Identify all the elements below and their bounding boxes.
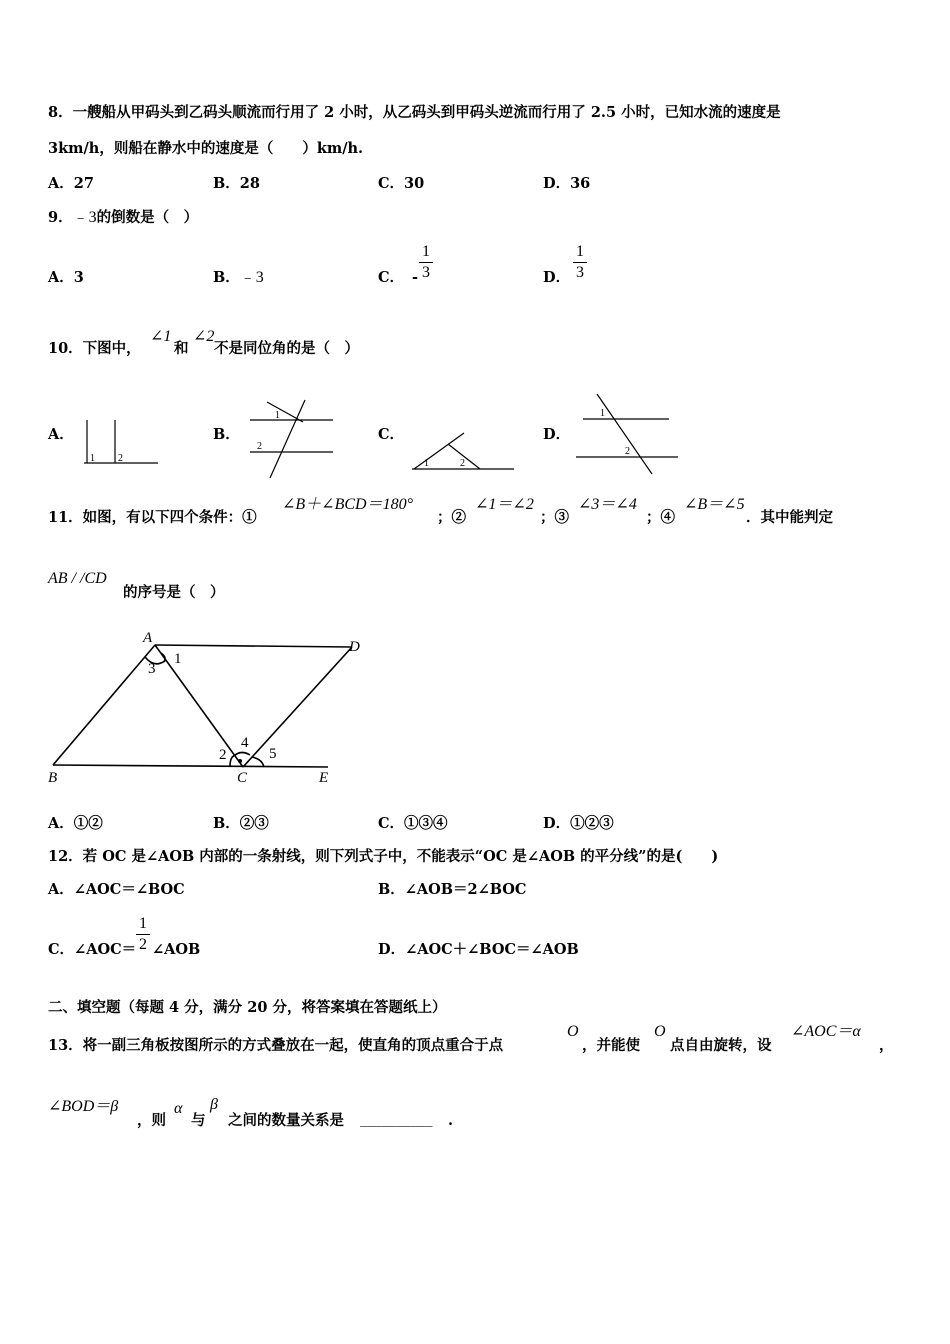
q10-option-d: D．	[543, 426, 571, 443]
angle-label-1: 1	[424, 458, 429, 469]
angle-label-4: 4	[241, 735, 249, 751]
q11-condition-1: ∠B＋∠BCD＝180°	[282, 496, 413, 513]
point-label-a: A	[143, 630, 153, 646]
q11-sep-4: ；④	[646, 509, 675, 526]
q9-option-d: D．	[543, 269, 571, 286]
q11-condition-4: ∠B＝∠5	[684, 496, 745, 513]
fraction-numerator: 1	[422, 243, 430, 260]
q11-option-c: C．①③④	[378, 815, 448, 832]
q11-figure	[40, 625, 370, 790]
q9-option-b-value: ﹣3	[239, 269, 264, 286]
q10-figure-d	[573, 390, 681, 478]
q8-option-a: A．27	[48, 175, 94, 192]
q13-point-o-1: O	[567, 1023, 579, 1040]
angle-label-2: 2	[625, 446, 630, 457]
q9-option-c-fraction	[419, 243, 433, 282]
q10-option-c: C．	[378, 426, 405, 443]
q13-comma: ，	[879, 1037, 894, 1054]
q11-option-a: A．①②	[48, 815, 103, 832]
q13-point-o-2: O	[654, 1023, 666, 1040]
q9-option-a-label: A．	[48, 269, 74, 286]
q8-option-b: B．28	[213, 175, 260, 192]
q9-option-b-label: B．	[213, 269, 240, 286]
point-label-d: D	[349, 639, 360, 655]
angle-label-3: 3	[148, 661, 156, 677]
angle-label-2: 2	[118, 453, 123, 464]
q13-alpha: α	[174, 1100, 183, 1117]
q9-math: ﹣3	[72, 209, 97, 226]
q10-option-a: A．	[48, 426, 74, 443]
q11-suffix: ．其中能判定	[746, 509, 833, 526]
q13-beta: β	[210, 1096, 218, 1113]
q8-line2: 3km/h，则船在静水中的速度是（ ）km/h.	[48, 140, 364, 157]
q12-option-b: B．∠AOB＝2∠BOC	[378, 881, 527, 898]
q9-option-c	[378, 269, 418, 287]
q13-end: .	[448, 1112, 454, 1129]
q13-yu: 与	[191, 1112, 206, 1129]
point-label-b: B	[48, 770, 58, 786]
angle-label-1: 1	[600, 408, 605, 419]
q9-option-c-sign: -	[412, 269, 419, 286]
q10-and: 和	[174, 340, 189, 357]
section-title: 二、填空题（每题 4 分，满分 20 分，将答案填在答题纸上）	[48, 999, 447, 1016]
q11-sep-2: ；②	[437, 509, 466, 526]
angle-label-1: 1	[90, 453, 95, 464]
q9-option-a-value: 3	[73, 269, 84, 286]
point-label-c: C	[237, 770, 248, 786]
q11-sep-3: ；③	[540, 509, 569, 526]
q9-option-a	[48, 269, 84, 287]
angle-label-5: 5	[269, 746, 277, 762]
q11-condition-3: ∠3＝∠4	[578, 496, 637, 513]
angle-label-1: 1	[174, 651, 182, 667]
q13-mid3: ，则	[137, 1112, 166, 1129]
q13-mid2: 点自由旋转，设	[670, 1037, 772, 1054]
fraction-denominator: 3	[576, 264, 584, 281]
q10-option-b: B．	[213, 426, 240, 443]
q9-option-b	[213, 269, 264, 287]
q12-stem: 12．若 OC 是∠AOB 内部的一条射线，则下列式子中，不能表示“OC 是∠AOB 的平分线”的是( )	[48, 848, 719, 865]
q13-mid1: ，并能使	[582, 1037, 640, 1054]
q11-line2: 的序号是（ ）	[123, 584, 225, 601]
fraction-numerator: 1	[576, 243, 584, 260]
q9-option-c-label: C．	[378, 269, 405, 286]
q11-parallel: AB / /CD	[48, 570, 107, 587]
q12-option-c-fraction	[136, 915, 150, 954]
fraction-denominator: 3	[422, 264, 430, 281]
q9-suffix: 的倒数是（ ）	[96, 209, 199, 226]
q10-prefix: 10．下图中，	[48, 340, 141, 357]
q10-figure-b	[245, 392, 335, 480]
q11-option-d: D．①②③	[543, 815, 614, 832]
fraction-denominator: 2	[139, 936, 147, 953]
q13-suffix: 之间的数量关系是	[228, 1112, 344, 1129]
angle-label-2: 2	[257, 441, 262, 452]
q12-option-c-suffix: ∠AOB	[152, 941, 201, 958]
q9-stem	[48, 209, 198, 227]
q9-option-d-fraction	[573, 243, 587, 282]
q11-prefix: 11．如图，有以下四个条件：①	[48, 509, 257, 526]
q10-figure-a	[80, 415, 162, 470]
q13-eq1: ∠AOC＝α	[791, 1023, 861, 1040]
q11-option-b: B．②③	[213, 815, 269, 832]
q8-option-d: D．36	[543, 175, 591, 192]
q9-prefix: 9．	[48, 209, 73, 226]
q11-condition-2: ∠1＝∠2	[475, 496, 534, 513]
q13-eq2: ∠BOD＝β	[48, 1098, 119, 1115]
q8-line1: 8．一艘船从甲码头到乙码头顺流而行用了 2 小时，从乙码头到甲码头逆流而行用了 2.5 小时，已知水流的速度是	[48, 104, 781, 121]
q12-option-a: A．∠AOC＝∠BOC	[48, 881, 185, 898]
q10-angle1: ∠1	[150, 328, 172, 345]
q8-option-c: C．30	[378, 175, 425, 192]
q13-answer-blank[interactable]: __________	[360, 1111, 433, 1127]
angle-label-2: 2	[460, 458, 465, 469]
angle-label-1: 1	[275, 410, 280, 421]
q10-angle2: ∠2	[193, 328, 215, 345]
q13-prefix: 13．将一副三角板按图所示的方式叠放在一起，使直角的顶点重合于点	[48, 1037, 504, 1054]
q12-option-c-prefix: C．∠AOC＝	[48, 941, 137, 958]
angle-label-2: 2	[219, 747, 227, 763]
fraction-numerator: 1	[139, 915, 147, 932]
q12-option-d: D．∠AOC＋∠BOC＝∠AOB	[378, 941, 579, 958]
q10-figure-c	[408, 425, 518, 475]
point-label-e: E	[319, 770, 329, 786]
q10-suffix: 不是同位角的是（ ）	[214, 340, 359, 357]
